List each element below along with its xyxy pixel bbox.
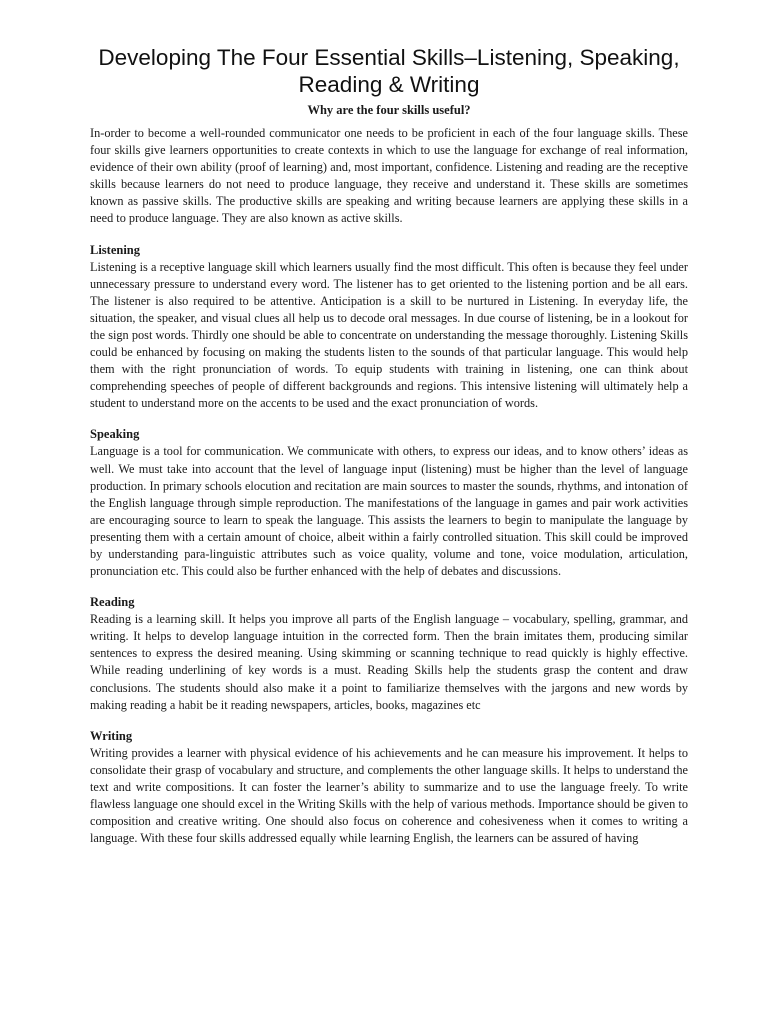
subtitle: Why are the four skills useful?: [307, 103, 471, 117]
section-heading-reading: Reading: [90, 595, 135, 610]
section-heading-writing: Writing: [90, 728, 133, 743]
section-writing: [90, 728, 688, 848]
section-listening: [90, 242, 688, 413]
section-heading-speaking: Speaking: [90, 427, 140, 442]
section-body-speaking: Language is a tool for communication. We communicate with others, to express our ideas, and to know others’ ideas as well. We must take into account that the level of language input (listening) must be higher than the level of language production. In primary schools elocution and recitation are main sources to master the sounds, rhythms, and intonation of the English language through simple reproduction. The manifestations of the language in games and pair work activities are encouraging source to learn to speak the language. This assists the learners to begin to manipulate the language by presenting them with a certain amount of choice, albeit within a fairly controlled situation. This skill could be improved by understanding para-linguistic attributes such as voice quality, volume and tone, voice modulation, articulation, pronunciation etc. This could also be further enhanced with the help of debates and discussions.: [90, 444, 688, 579]
section-speaking: [90, 426, 688, 580]
intro-paragraph: In-order to become a well-rounded communicator one needs to be proficient in each of the four language skills. These four skills give learners opportunities to create contexts in which to use the language for exchange of real information, evidence of their own ability (proof of learning) and, most important, confidence. Listening and reading are the receptive skills because learners do not need to produce language, they receive and understand it. These skills are sometimes known as passive skills. The productive skills are speaking and writing because learners are applying these skills in a need to produce language. They are also known as active skills.: [90, 126, 688, 226]
page-title: Developing The Four Essential Skills–Listening, Speaking, Reading & Writing: [98, 45, 680, 97]
section-body-reading: Reading is a learning skill. It helps you improve all parts of the English language – vocabulary, spelling, grammar, and writing. It helps to develop language intuition in the corrected form. Then the brain imitates them, producing similar sentences to express the desired meaning. Using skimming or scanning technique to read quickly is highly effective. While reading underlining of key words is a must. Reading Skills help the students grasp the content and draw conclusions. The students should also make it a point to familiarize themselves with the jargons and new words by making reading a habit be it reading newspapers, articles, books, magazines etc: [90, 612, 688, 712]
section-heading-listening: Listening: [90, 242, 141, 257]
section-body-listening: Listening is a receptive language skill which learners usually find the most difficult. This often is because they feel under unnecessary pressure to understand every word. The listener has to get oriented to the listening portion and be all ears. The listener is also required to be attentive. Anticipation is a skill to be nurtured in Listening. In everyday life, the situation, the speaker, and visual clues all help us to decode oral messages. In due course of listening, be in a lookout for the sign post words. Thirdly one should be able to concentrate on understanding the message thoroughly. Listening Skills could be enhanced by focusing on making the students listen to the sounds of that particular language. This would help them with the right pronunciation of words. To equip students with training in listening, one can think about comprehending speeches of people of different backgrounds and regions. This intensive listening will ultimately help a student to understand more on the accents to be used and the exact pronunciation of words.: [90, 259, 688, 411]
intro-section: [90, 125, 688, 228]
section-body-writing: Writing provides a learner with physical evidence of his achievements and he can measure his improvement. It helps to consolidate their grasp of vocabulary and structure, and complements the other language skills. It helps to understand the text and write compositions. It can foster the learner’s ability to summarize and to use the language freely. To write flawless language one should excel in the Writing Skills with the help of various methods. Importance should be given to composition and creative writing. One should also focus on coherence and cohesiveness when it comes to writing a language. With these four skills addressed equally while learning English, the learners can be assured of having: [90, 745, 688, 846]
section-reading: [90, 594, 688, 714]
